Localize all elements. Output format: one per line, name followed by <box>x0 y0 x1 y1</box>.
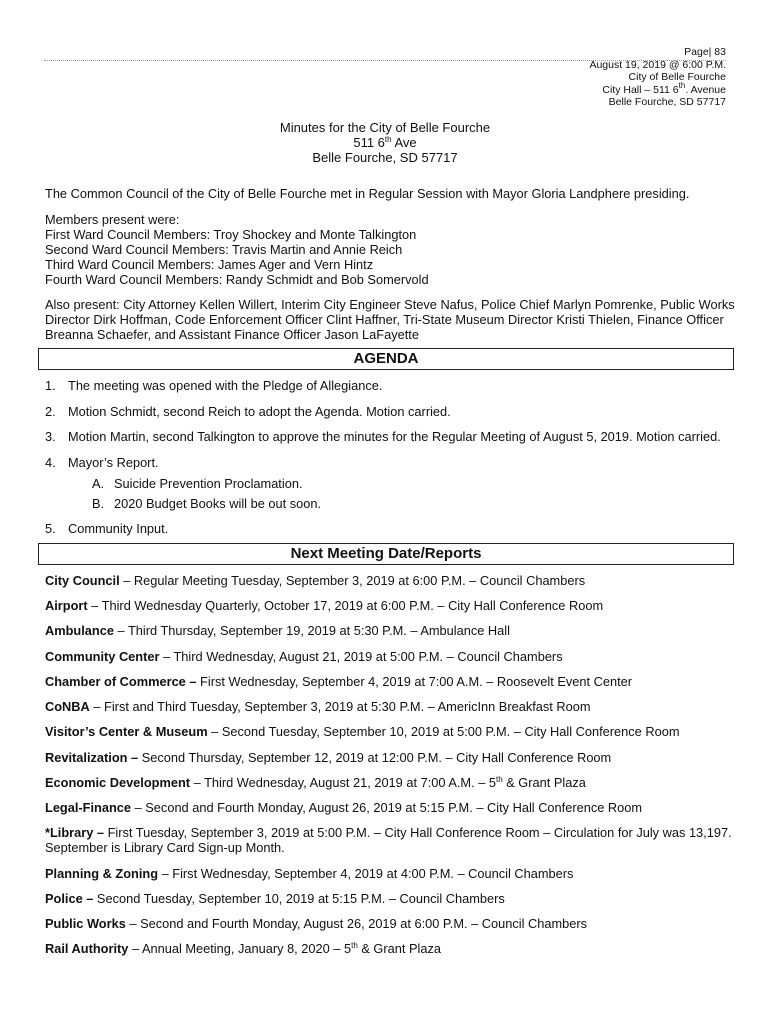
members-line: First Ward Council Members: Troy Shockey and Monte Talkington <box>45 227 417 242</box>
agenda-subitem: B. 2020 Budget Books will be out soon. <box>92 496 322 511</box>
intro-paragraph: The Common Council of the City of Belle Fourche met in Regular Session with Mayor Gloria Landphere presiding. <box>45 186 690 201</box>
agenda-item: 4. Mayor’s Report. <box>45 455 159 470</box>
report-item: Revitalization – Second Thursday, September 12, 2019 at 12:00 P.M. – City Hall Conference Room <box>45 750 612 765</box>
report-item: Visitor’s Center & Museum – Second Tuesday, September 10, 2019 at 5:00 P.M. – City Hall Conference Room <box>45 724 680 739</box>
title-line-3: Belle Fourche, SD 57717 <box>312 150 458 165</box>
page-header <box>589 46 726 109</box>
agenda-heading: AGENDA <box>38 348 734 370</box>
header-divider <box>44 60 726 61</box>
report-item: Chamber of Commerce – First Wednesday, September 4, 2019 at 7:00 A.M. – Roosevelt Event Center <box>45 674 633 689</box>
report-item: Airport – Third Wednesday Quarterly, October 17, 2019 at 6:00 P.M. – City Hall Conference Room <box>45 598 604 613</box>
report-item: Police – Second Tuesday, September 10, 2019 at 5:15 P.M. – Council Chambers <box>45 891 505 906</box>
report-item: Community Center – Third Wednesday, August 21, 2019 at 5:00 P.M. – Council Chambers <box>45 649 563 664</box>
agenda-subitem: A. Suicide Prevention Proclamation. <box>92 476 303 491</box>
agenda-item: 5. Community Input. <box>45 521 169 536</box>
also-present-line: Also present: City Attorney Kellen Willert, Interim City Engineer Steve Nafus, Police Chief Marlyn Pomrenke, Public Works <box>45 297 735 312</box>
header-address: City Hall – 511 6th. Avenue <box>602 80 726 96</box>
agenda-item: 2. Motion Schmidt, second Reich to adopt the Agenda. Motion carried. <box>45 404 451 419</box>
members-line: Second Ward Council Members: Travis Martin and Annie Reich <box>45 242 403 257</box>
members-line: Fourth Ward Council Members: Randy Schmidt and Bob Somervold <box>45 272 429 287</box>
report-item: Planning & Zoning – First Wednesday, September 4, 2019 at 4:00 P.M. – Council Chambers <box>45 866 574 881</box>
report-item: Legal-Finance – Second and Fourth Monday, August 26, 2019 at 5:15 P.M. – City Hall Conference Room <box>45 800 643 815</box>
also-present <box>45 297 735 342</box>
also-present-line: Breanna Schaefer, and Assistant Finance Officer Jason LaFayette <box>45 327 419 342</box>
members-line: Third Ward Council Members: James Ager and Vern Hintz <box>45 257 374 272</box>
also-present-line: Director Dirk Hoffman, Code Enforcement Officer Clint Haffner, Tri-State Museum Director Kristi Thielen, Finance Officer <box>45 312 724 327</box>
members-heading: Members present were: <box>45 212 180 227</box>
report-item: Rail Authority – Annual Meeting, January 8, 2020 – 5th & Grant Plaza <box>45 941 441 956</box>
header-city: City of Belle Fourche <box>628 71 726 83</box>
header-page-number: Page| 83 <box>684 46 726 58</box>
reports-heading: Next Meeting Date/Reports <box>38 543 734 565</box>
header-datetime: August 19, 2019 @ 6:00 P.M. <box>589 58 726 71</box>
agenda-item: 3. Motion Martin, second Talkington to approve the minutes for the Regular Meeting of August 5, 2019. Motion carried. <box>45 429 721 444</box>
title-line-1: Minutes for the City of Belle Fourche <box>279 120 491 135</box>
report-item: City Council – Regular Meeting Tuesday, September 3, 2019 at 6:00 P.M. – Council Chambers <box>45 573 586 588</box>
report-item: CoNBA – First and Third Tuesday, September 3, 2019 at 5:30 P.M. – AmericInn Breakfast Room <box>45 699 591 714</box>
members-present <box>45 212 735 287</box>
report-item: Economic Development – Third Wednesday, August 21, 2019 at 7:00 A.M. – 5th & Grant Plaza <box>45 775 586 790</box>
document-title <box>0 120 770 165</box>
title-line-2: 511 6th Ave <box>353 135 417 150</box>
report-item: *Library – First Tuesday, September 3, 2019 at 5:00 P.M. – City Hall Conference Room – Circulation for July was 13,197. September is Library Card Sign-up Month. <box>45 825 732 855</box>
report-item: Public Works – Second and Fourth Monday, August 26, 2019 at 6:00 P.M. – Council Chambers <box>45 916 588 931</box>
agenda-item: 1. The meeting was opened with the Pledge of Allegiance. <box>45 378 383 393</box>
header-citystate: Belle Fourche, SD 57717 <box>608 96 726 108</box>
report-item: Ambulance – Third Thursday, September 19, 2019 at 5:30 P.M. – Ambulance Hall <box>45 623 510 638</box>
